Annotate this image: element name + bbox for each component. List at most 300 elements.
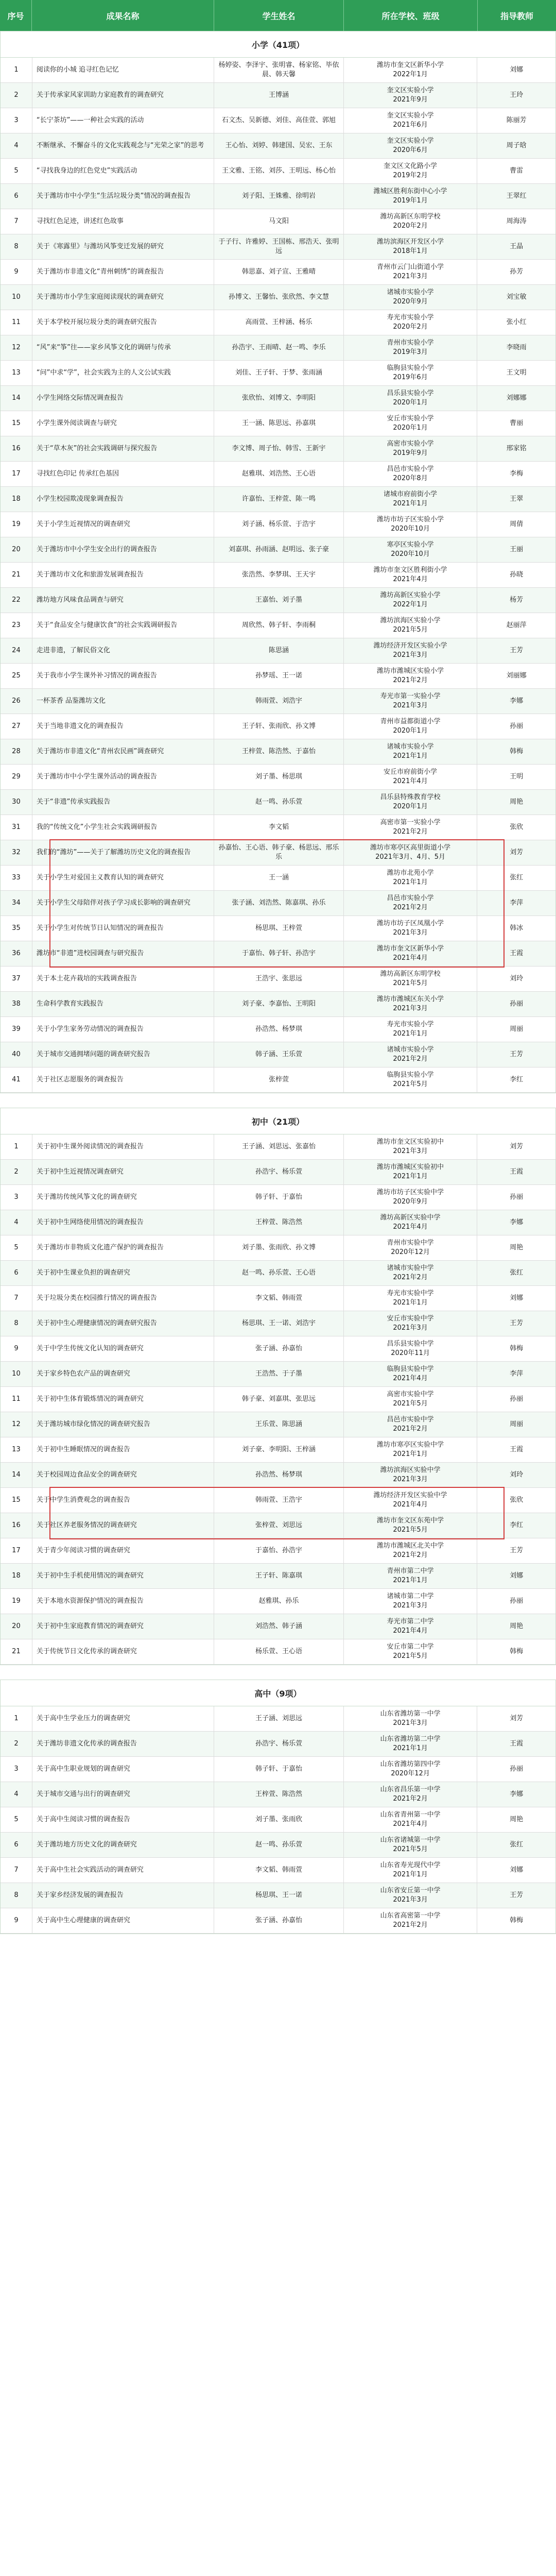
table-row — [1, 689, 555, 714]
row-teacher: 刘芳 — [510, 1143, 524, 1150]
row-students: 孙浩宇、杨乐萱 — [214, 1160, 344, 1184]
row-index: 13 — [1, 361, 32, 385]
row-school: 潍坊滨海区实验中学 2021年3月 — [344, 1463, 478, 1487]
table-row — [1, 361, 555, 386]
row-teacher: 刘宝敏 — [506, 293, 527, 301]
row-teacher: 刘丽娜 — [506, 672, 527, 680]
row-index: 33 — [1, 866, 32, 890]
row-students: 张欣怡、刘博文、李明阳 — [214, 386, 344, 411]
row-school: 安丘市实验中学 2021年3月 — [344, 1311, 478, 1336]
table-row — [1, 1513, 555, 1538]
row-students: 刘子涵、杨乐萱、于浩宇 — [214, 512, 344, 537]
row-students: 刘子豪、李明阳、王梓涵 — [214, 1437, 344, 1462]
row-title: 小学生课外阅读调查与研究 — [32, 411, 214, 436]
row-teacher: 刘娜娜 — [506, 394, 527, 402]
row-title: 小学生网络交际情况调查报告 — [32, 386, 214, 411]
row-students: 王梓萱、陈浩然 — [214, 1782, 344, 1807]
row-index: 7 — [1, 209, 32, 234]
table-row — [1, 260, 555, 285]
row-title: 关于潍坊市中小学生课外活动的调查报告 — [32, 765, 214, 789]
row-teacher: 王文明 — [506, 369, 527, 377]
row-index: 5 — [1, 1235, 32, 1260]
row-teacher: 李红 — [510, 1521, 524, 1529]
table-row — [1, 1757, 555, 1782]
section-rows — [1, 1706, 555, 1934]
table-row — [1, 866, 555, 891]
row-teacher: 王霞 — [510, 950, 524, 957]
row-title: 关于小学生近视情况的调查研究 — [32, 512, 214, 537]
table-row — [1, 1235, 555, 1261]
table-row — [1, 1538, 555, 1564]
row-school: 山东省诸城第一中学 2021年5月 — [344, 1833, 478, 1857]
row-school: 高密市实验中学 2021年5月 — [344, 1387, 478, 1412]
row-school: 潍坊市奎文区新华小学 2022年1月 — [344, 58, 478, 82]
row-students: 张梓萱 — [214, 1067, 344, 1092]
row-teacher: 李梅 — [510, 470, 524, 478]
row-students: 刘子墨、张雨欣 — [214, 1807, 344, 1832]
row-teacher: 陈丽芳 — [506, 116, 527, 124]
row-title: 关于高中生社会实践活动的调查研究 — [32, 1858, 214, 1883]
row-students: 孙博文、王馨怡、张欣然、李文慧 — [214, 285, 344, 310]
row-teacher: 李娜 — [510, 1790, 524, 1798]
row-school: 山东省潍坊第四中学 2020年12月 — [344, 1757, 478, 1782]
table-row — [1, 891, 555, 916]
table-row — [1, 159, 555, 184]
row-index: 32 — [1, 840, 32, 865]
row-title: 关于“非遗”传承实践报告 — [32, 790, 214, 815]
row-index: 34 — [1, 891, 32, 916]
row-students: 高雨萱、王梓涵、杨乐 — [214, 310, 344, 335]
row-students: 杨思琪、王梓萱 — [214, 916, 344, 941]
row-teacher: 周子晗 — [506, 142, 527, 149]
row-title: 关于城市交通拥堵问题的调查研究报告 — [32, 1042, 214, 1067]
row-title: 关于潍坊市非物质文化遗产保护的调查报告 — [32, 1235, 214, 1260]
row-school: 潍城区胜利东街中心小学 2019年1月 — [344, 184, 478, 209]
table-row — [1, 1589, 555, 1614]
row-teacher: 王明 — [510, 773, 524, 781]
row-title: 关于初中生手机使用情况的调查研究 — [32, 1564, 214, 1588]
row-title: 我的“传统文化”小学生社会实践调研报告 — [32, 815, 214, 840]
row-teacher: 王芳 — [510, 1891, 524, 1899]
row-title: 生命科学教育实践报告 — [32, 992, 214, 1016]
row-title: 关于垃圾分类在校园推行情况的调查报告 — [32, 1286, 214, 1311]
table-row — [1, 1858, 555, 1883]
row-teacher: 周倩 — [510, 520, 524, 528]
section-title: 高中（9项） — [1, 1680, 555, 1706]
row-students: 于嘉怡、孙浩宇 — [214, 1538, 344, 1563]
table-row — [1, 1614, 555, 1639]
header-title: 成果名称 — [32, 0, 214, 31]
row-school: 潍坊市潍城区实验初中 2021年1月 — [344, 1160, 478, 1184]
row-index: 10 — [1, 1362, 32, 1386]
row-students: 孙浩宇、王雨晴、赵一鸣、李乐 — [214, 335, 344, 360]
row-students: 王一涵 — [214, 866, 344, 890]
row-index: 29 — [1, 765, 32, 789]
row-title: “风”来“筝”往——家乡风筝文化的调研与传承 — [32, 335, 214, 360]
row-teacher: 张红 — [510, 1841, 524, 1849]
row-school: 寿光市实验中学 2021年1月 — [344, 1286, 478, 1311]
row-index: 12 — [1, 335, 32, 360]
row-school: 奎文区文化路小学 2019年2月 — [344, 159, 478, 183]
row-teacher: 王丽 — [510, 546, 524, 553]
row-index: 30 — [1, 790, 32, 815]
section-gap — [0, 1665, 556, 1680]
table-row — [1, 184, 555, 209]
row-teacher: 孙丽 — [510, 1000, 524, 1008]
row-school: 寒亭区实验小学 2020年10月 — [344, 537, 478, 562]
row-title: 关于《寒露里》与潍坊风筝变迁发展的研究 — [32, 234, 214, 259]
row-index: 19 — [1, 512, 32, 537]
row-school: 潍坊市寒亭区高里街道小学 2021年3月、4月、5月 — [344, 840, 478, 865]
row-title: 寻找红色印记 传承红色基因 — [32, 462, 214, 486]
row-students: 马文阳 — [214, 209, 344, 234]
row-students: 赵一鸣、孙乐萱 — [214, 1833, 344, 1857]
row-index: 40 — [1, 1042, 32, 1067]
row-students: 杨思琪、王一诺 — [214, 1883, 344, 1908]
table-row — [1, 133, 555, 159]
row-index: 4 — [1, 133, 32, 158]
row-school: 青州市实验小学 2019年3月 — [344, 335, 478, 360]
row-title: 关于潍坊传统风筝文化的调查研究 — [32, 1185, 214, 1210]
row-teacher: 张欣 — [510, 823, 524, 831]
row-index: 15 — [1, 411, 32, 436]
row-index: 19 — [1, 1589, 32, 1614]
row-students: 韩子涵、王乐萱 — [214, 1042, 344, 1067]
row-students: 孙浩然、杨梦琪 — [214, 1463, 344, 1487]
row-teacher: 韩梅 — [510, 1917, 524, 1924]
row-students: 孙梦瑶、王一诺 — [214, 664, 344, 688]
row-school: 潍坊高新区东明学校 2021年5月 — [344, 967, 478, 991]
row-index: 8 — [1, 234, 32, 259]
row-teacher: 周艳 — [510, 798, 524, 806]
row-index: 5 — [1, 159, 32, 183]
row-students: 王梓萱、陈浩然 — [214, 1210, 344, 1235]
table-row — [1, 1336, 555, 1362]
row-title: 关于高中生心理健康的调查研究 — [32, 1908, 214, 1933]
row-title: 关于潍坊市非遗文化“青州刺绣”的调查报告 — [32, 260, 214, 284]
row-teacher: 张红 — [510, 874, 524, 882]
table-row — [1, 1017, 555, 1042]
row-school: 寿光市实验小学 2021年1月 — [344, 1017, 478, 1042]
row-teacher: 李萍 — [510, 899, 524, 907]
row-school: 青州市第二中学 2021年1月 — [344, 1564, 478, 1588]
row-students: 刘浩然、韩子涵 — [214, 1614, 344, 1639]
row-school: 寿光市第二中学 2021年4月 — [344, 1614, 478, 1639]
row-title: 关于潍坊市小学生家庭阅读现状的调查研究 — [32, 285, 214, 310]
row-index: 6 — [1, 184, 32, 209]
table-row — [1, 967, 555, 992]
row-school: 山东省昌乐第一中学 2021年2月 — [344, 1782, 478, 1807]
row-school: 临朐县实验小学 2019年6月 — [344, 361, 478, 385]
row-index: 24 — [1, 638, 32, 663]
row-teacher: 韩梅 — [510, 748, 524, 755]
row-school: 潍坊市潍城区北关中学 2021年2月 — [344, 1538, 478, 1563]
table-row — [1, 1706, 555, 1732]
row-index: 2 — [1, 83, 32, 108]
row-index: 5 — [1, 1807, 32, 1832]
row-index: 3 — [1, 1185, 32, 1210]
row-title: 关于高中生学业压力的调查研究 — [32, 1706, 214, 1731]
row-teacher: 邢家铭 — [506, 445, 527, 452]
row-students: 张子涵、孙嘉怡 — [214, 1336, 344, 1361]
table-row — [1, 1286, 555, 1311]
row-school: 山东省寿光现代中学 2021年1月 — [344, 1858, 478, 1883]
row-school: 潍坊经济开发区实验中学 2021年4月 — [344, 1488, 478, 1513]
row-students: 许嘉怡、王梓萱、陈一鸣 — [214, 487, 344, 512]
row-index: 41 — [1, 1067, 32, 1092]
table-row — [1, 840, 555, 866]
row-students: 孙浩宇、杨乐萱 — [214, 1732, 344, 1756]
row-school: 青州市云门山街道小学 2021年3月 — [344, 260, 478, 284]
row-students: 王子轩、陈嘉琪 — [214, 1564, 344, 1588]
row-index: 6 — [1, 1261, 32, 1285]
row-students: 张浩然、李梦琪、王天宇 — [214, 563, 344, 587]
row-students: 赵雅琪、刘浩然、王心语 — [214, 462, 344, 486]
row-index: 22 — [1, 588, 32, 613]
row-title: 寻找红色足迹，讲述红色故事 — [32, 209, 214, 234]
table-row — [1, 512, 555, 537]
table-row — [1, 1042, 555, 1067]
row-school: 昌邑市实验中学 2021年2月 — [344, 1412, 478, 1437]
table-row — [1, 815, 555, 840]
row-school: 潍坊市奎文区实验初中 2021年3月 — [344, 1134, 478, 1159]
row-title: 关于初中生近视情况调查研究 — [32, 1160, 214, 1184]
row-students: 李文韬 — [214, 815, 344, 840]
row-teacher: 刘玲 — [510, 975, 524, 982]
row-students: 赵一鸣、孙乐萱、王心语 — [214, 1261, 344, 1285]
row-index: 36 — [1, 941, 32, 966]
row-index: 18 — [1, 487, 32, 512]
table-header — [0, 0, 556, 31]
row-index: 28 — [1, 739, 32, 764]
row-students: 王心怡、刘婷、韩建国、吴宏、王东 — [214, 133, 344, 158]
row-title: 关于小学生对爱国主义教育认知的调查研究 — [32, 866, 214, 890]
table-row — [1, 1833, 555, 1858]
row-index: 3 — [1, 1757, 32, 1782]
row-index: 17 — [1, 1538, 32, 1563]
row-index: 10 — [1, 285, 32, 310]
row-teacher: 孙丽 — [510, 1765, 524, 1773]
row-students: 张子涵、刘浩然、陈嘉琪、孙乐 — [214, 891, 344, 916]
row-title: 关于“草木灰”的社会实践调研与探究报告 — [32, 436, 214, 461]
row-school: 安丘市第二中学 2021年5月 — [344, 1639, 478, 1664]
row-teacher: 刘娜 — [510, 1572, 524, 1580]
row-index: 16 — [1, 1513, 32, 1538]
row-title: “问”中求“学”，社会实践为主的人文公试实践 — [32, 361, 214, 385]
row-school: 青州市实验中学 2020年12月 — [344, 1235, 478, 1260]
row-index: 1 — [1, 1706, 32, 1731]
row-students: 王嘉怡、刘子墨 — [214, 588, 344, 613]
row-title: 关于潍坊市文化和旅游发展调查报告 — [32, 563, 214, 587]
table-row — [1, 1639, 555, 1665]
table-row — [1, 1067, 555, 1093]
row-title: 潍坊地方风味食品调查与研究 — [32, 588, 214, 613]
section-rows — [1, 58, 555, 1093]
row-students: 刘佳、王子轩、于梦、张雨涵 — [214, 361, 344, 385]
row-school: 奎文区实验小学 2021年9月 — [344, 83, 478, 108]
row-students: 杨思琪、王一诺、刘浩宇 — [214, 1311, 344, 1336]
row-school: 奎文区实验小学 2020年6月 — [344, 133, 478, 158]
row-students: 王子涵、刘思远、张嘉怡 — [214, 1134, 344, 1159]
row-teacher: 王翠红 — [506, 192, 527, 200]
row-title: 关于潍坊市中小学生安全出行的调查报告 — [32, 537, 214, 562]
table-row — [1, 285, 555, 310]
row-teacher: 王霞 — [510, 1168, 524, 1176]
row-students: 赵一鸣、孙乐萱 — [214, 790, 344, 815]
row-teacher: 李晓雨 — [506, 344, 527, 351]
table-row — [1, 234, 555, 260]
table-row — [1, 739, 555, 765]
row-students: 刘子墨、杨思琪 — [214, 765, 344, 789]
row-title: 不断继承、不懈奋斗的文化实践观念与“光荣之家”的思考 — [32, 133, 214, 158]
table-row — [1, 1185, 555, 1210]
row-teacher: 刘玲 — [510, 1471, 524, 1479]
header-index: 序号 — [0, 0, 32, 31]
row-school: 高密市实验小学 2019年9月 — [344, 436, 478, 461]
row-index: 1 — [1, 58, 32, 82]
row-school: 昌乐县实验中学 2020年11月 — [344, 1336, 478, 1361]
row-students: 张梓萱、刘思远 — [214, 1513, 344, 1538]
section-2 — [0, 1680, 556, 1934]
table-row — [1, 664, 555, 689]
row-school: 潍坊市寒亭区实验中学 2021年1月 — [344, 1437, 478, 1462]
row-students: 王子涵、刘思远 — [214, 1706, 344, 1731]
row-teacher: 赵丽萍 — [506, 621, 527, 629]
table-row — [1, 58, 555, 83]
row-title: 关于潍坊地方历史文化的调查研究 — [32, 1833, 214, 1857]
table-row — [1, 790, 555, 815]
row-teacher: 刘娜 — [510, 1866, 524, 1874]
row-school: 潍坊滨海区实验小学 2021年5月 — [344, 613, 478, 638]
row-index: 21 — [1, 1639, 32, 1664]
row-title: 关于校园周边食品安全的调查研究 — [32, 1463, 214, 1487]
row-students: 王一涵、陈思远、孙嘉琪 — [214, 411, 344, 436]
table-row — [1, 487, 555, 512]
row-teacher: 孙丽 — [510, 1193, 524, 1201]
row-teacher: 王翠 — [510, 495, 524, 503]
row-index: 6 — [1, 1833, 32, 1857]
table-row — [1, 537, 555, 563]
row-index: 11 — [1, 1387, 32, 1412]
row-title: 关于高中生职业规划的调查研究 — [32, 1757, 214, 1782]
row-students: 刘嘉琪、孙雨涵、赵明远、张子豪 — [214, 537, 344, 562]
row-teacher: 王玲 — [510, 91, 524, 99]
row-teacher: 周艳 — [510, 1622, 524, 1630]
row-students: 张子涵、孙嘉怡 — [214, 1908, 344, 1933]
row-title: 关于潍坊城市绿化情况的调查研究报告 — [32, 1412, 214, 1437]
table-row — [1, 462, 555, 487]
row-teacher: 李娜 — [510, 697, 524, 705]
row-students: 杨婷姿、李泽宇、张明睿、杨家铭、毕依晨、韩天馨 — [214, 58, 344, 82]
row-teacher: 王芳 — [510, 1547, 524, 1554]
row-teacher: 孙丽 — [510, 1597, 524, 1605]
row-students: 李文韬、韩雨萱 — [214, 1286, 344, 1311]
row-students: 石文杰、吴新德、刘佳、高佳萱、郭旭 — [214, 108, 344, 133]
row-school: 潍坊高新区实验中学 2021年4月 — [344, 1210, 478, 1235]
row-students: 孙嘉怡、王心语、韩子豪、杨思远、邢乐乐 — [214, 840, 344, 865]
row-students: 王乐萱、陈思涵 — [214, 1412, 344, 1437]
row-teacher: 刘芳 — [510, 849, 524, 856]
sections-container — [0, 31, 556, 1934]
row-teacher: 韩冰 — [510, 924, 524, 932]
table-row — [1, 941, 555, 967]
row-school: 山东省安丘第一中学 2021年3月 — [344, 1883, 478, 1908]
row-index: 7 — [1, 1858, 32, 1883]
row-title: 关于中学生传统文化认知的调查研究 — [32, 1336, 214, 1361]
row-title: 关于初中生课外阅读情况的调查报告 — [32, 1134, 214, 1159]
row-teacher: 王芳 — [510, 647, 524, 654]
row-teacher: 周丽 — [510, 1420, 524, 1428]
row-students: 刘子阳、王姝雅、徐明岩 — [214, 184, 344, 209]
row-students: 李文博、周子怡、韩雪、王新宇 — [214, 436, 344, 461]
row-school: 诸城市实验小学 2021年1月 — [344, 739, 478, 764]
row-index: 9 — [1, 1908, 32, 1933]
row-title: “寻找我身边的红色党史”实践活动 — [32, 159, 214, 183]
row-title: 关于青少年阅读习惯的调查研究 — [32, 1538, 214, 1563]
row-title: 关于初中生课业负担的调查研究 — [32, 1261, 214, 1285]
row-teacher: 孙丽 — [510, 722, 524, 730]
row-title: 关于当地非遗文化的调查报告 — [32, 714, 214, 739]
table-row — [1, 83, 555, 108]
table-row — [1, 1160, 555, 1185]
row-title: 关于我市小学生课外补习情况的调查报告 — [32, 664, 214, 688]
row-title: 关于小学生对传统节日认知情况的调查报告 — [32, 916, 214, 941]
row-students: 王浩然、于子墨 — [214, 1362, 344, 1386]
row-school: 山东省青州第一中学 2021年4月 — [344, 1807, 478, 1832]
row-title: 关于初中生家庭教育情况的调查研究 — [32, 1614, 214, 1639]
row-students: 王浩宇、张思远 — [214, 967, 344, 991]
row-school: 潍坊高新区东明学校 2020年2月 — [344, 209, 478, 234]
row-title: 关于“食品安全与健康饮食”的社会实践调研报告 — [32, 613, 214, 638]
row-students: 韩雨萱、刘浩宇 — [214, 689, 344, 714]
row-index: 21 — [1, 563, 32, 587]
table-row — [1, 1261, 555, 1286]
row-teacher: 王霞 — [510, 1740, 524, 1748]
row-index: 18 — [1, 1564, 32, 1588]
row-school: 寿光市实验小学 2020年2月 — [344, 310, 478, 335]
row-index: 13 — [1, 1437, 32, 1462]
row-school: 诸城市实验小学 2021年2月 — [344, 1042, 478, 1067]
row-teacher: 王晶 — [510, 243, 524, 250]
row-title: 关于社区养老服务情况的调查研究 — [32, 1513, 214, 1538]
row-teacher: 孙晓 — [510, 571, 524, 579]
row-teacher: 王芳 — [510, 1319, 524, 1327]
row-school: 潍坊市坊子区实验小学 2020年10月 — [344, 512, 478, 537]
row-school: 潍坊市坊子区凤凰小学 2021年3月 — [344, 916, 478, 941]
header-teacher: 指导教师 — [500, 11, 533, 21]
row-index: 35 — [1, 916, 32, 941]
row-title: 关于小学生父母陪伴对孩子学习成长影响的调查研究 — [32, 891, 214, 916]
row-title: 关于潍坊非遗文化传承的调查报告 — [32, 1732, 214, 1756]
row-title: “长宁茶坊”——一种社会实践的活动 — [32, 108, 214, 133]
row-teacher: 周海涛 — [506, 217, 527, 225]
row-title: 关于家乡特色农产品的调查研究 — [32, 1362, 214, 1386]
row-school: 高密市第一实验小学 2021年2月 — [344, 815, 478, 840]
row-school: 潍坊市潍城区东关小学 2021年3月 — [344, 992, 478, 1016]
row-teacher: 曹雷 — [510, 167, 524, 175]
row-students: 韩雨萱、王浩宇 — [214, 1488, 344, 1513]
row-title: 关于家乡经济发展的调查报告 — [32, 1883, 214, 1908]
row-teacher: 张欣 — [510, 1496, 524, 1504]
row-index: 9 — [1, 260, 32, 284]
table-row — [1, 1782, 555, 1807]
row-teacher: 周艳 — [510, 1244, 524, 1251]
row-students: 李文韬、韩雨萱 — [214, 1858, 344, 1883]
row-title: 关于城市交通与出行的调查研究 — [32, 1782, 214, 1807]
row-students: 韩子轩、于嘉怡 — [214, 1757, 344, 1782]
row-title: 阅读你的小城 追寻红色记忆 — [32, 58, 214, 82]
row-index: 23 — [1, 613, 32, 638]
